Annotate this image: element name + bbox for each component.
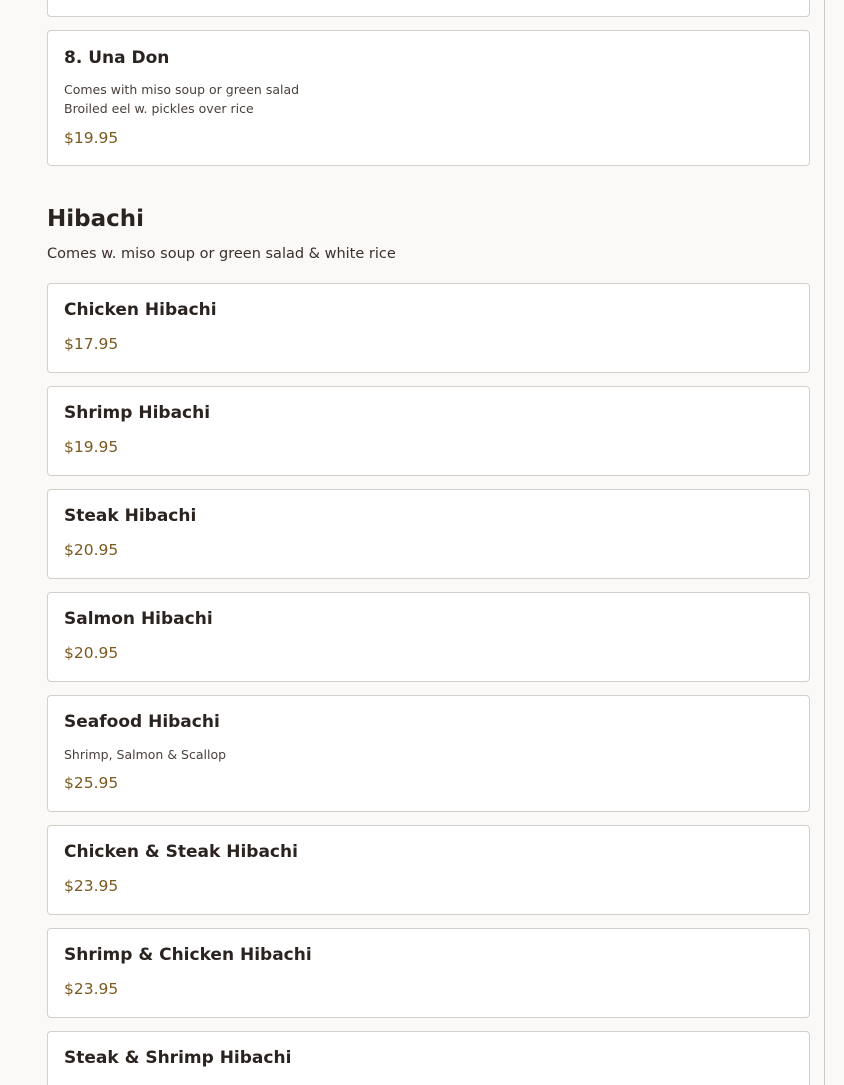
menu-item-price: $20.95 xyxy=(64,644,119,662)
section-title: Hibachi xyxy=(47,206,145,232)
menu-item-price: $25.95 xyxy=(64,774,119,792)
menu-item-price: $19.95 xyxy=(64,129,119,147)
menu-item-card[interactable] xyxy=(47,592,810,682)
menu-item-name: Salmon Hibachi xyxy=(64,609,213,629)
menu-item-name: Chicken & Steak Hibachi xyxy=(64,842,298,862)
menu-item-card[interactable] xyxy=(47,1031,810,1085)
menu-item-price: $17.95 xyxy=(64,335,119,353)
menu-item-name: 8. Una Don xyxy=(64,48,170,68)
menu-item-card[interactable] xyxy=(47,489,810,579)
menu-item-name: Steak & Shrimp Hibachi xyxy=(64,1048,292,1068)
menu-item-name: Chicken Hibachi xyxy=(64,300,217,320)
menu-item-description: Shrimp, Salmon & Scallop xyxy=(64,747,227,762)
menu-item-name: Steak Hibachi xyxy=(64,506,197,526)
menu-item-price: $20.95 xyxy=(64,541,119,559)
menu-item-card[interactable] xyxy=(47,30,810,166)
menu-item-card[interactable] xyxy=(47,825,810,915)
menu-item-price: $23.95 xyxy=(64,877,119,895)
menu-item-card[interactable] xyxy=(47,0,810,17)
menu-item-description: Broiled eel w. pickles over rice xyxy=(64,101,254,116)
menu-item-name: Shrimp & Chicken Hibachi xyxy=(64,945,312,965)
menu-item-card[interactable] xyxy=(47,928,810,1018)
menu-item-name: Shrimp Hibachi xyxy=(64,403,211,423)
menu-item-card[interactable] xyxy=(47,695,810,812)
menu-item-price: $23.95 xyxy=(64,980,119,998)
menu-item-description: Comes with miso soup or green salad xyxy=(64,82,300,97)
menu-item-card[interactable] xyxy=(47,283,810,373)
menu-item-price: $19.95 xyxy=(64,438,119,456)
menu-item-card[interactable] xyxy=(47,386,810,476)
section-description: Comes w. miso soup or green salad & white rice xyxy=(47,246,396,262)
menu-item-name: Seafood Hibachi xyxy=(64,712,220,732)
